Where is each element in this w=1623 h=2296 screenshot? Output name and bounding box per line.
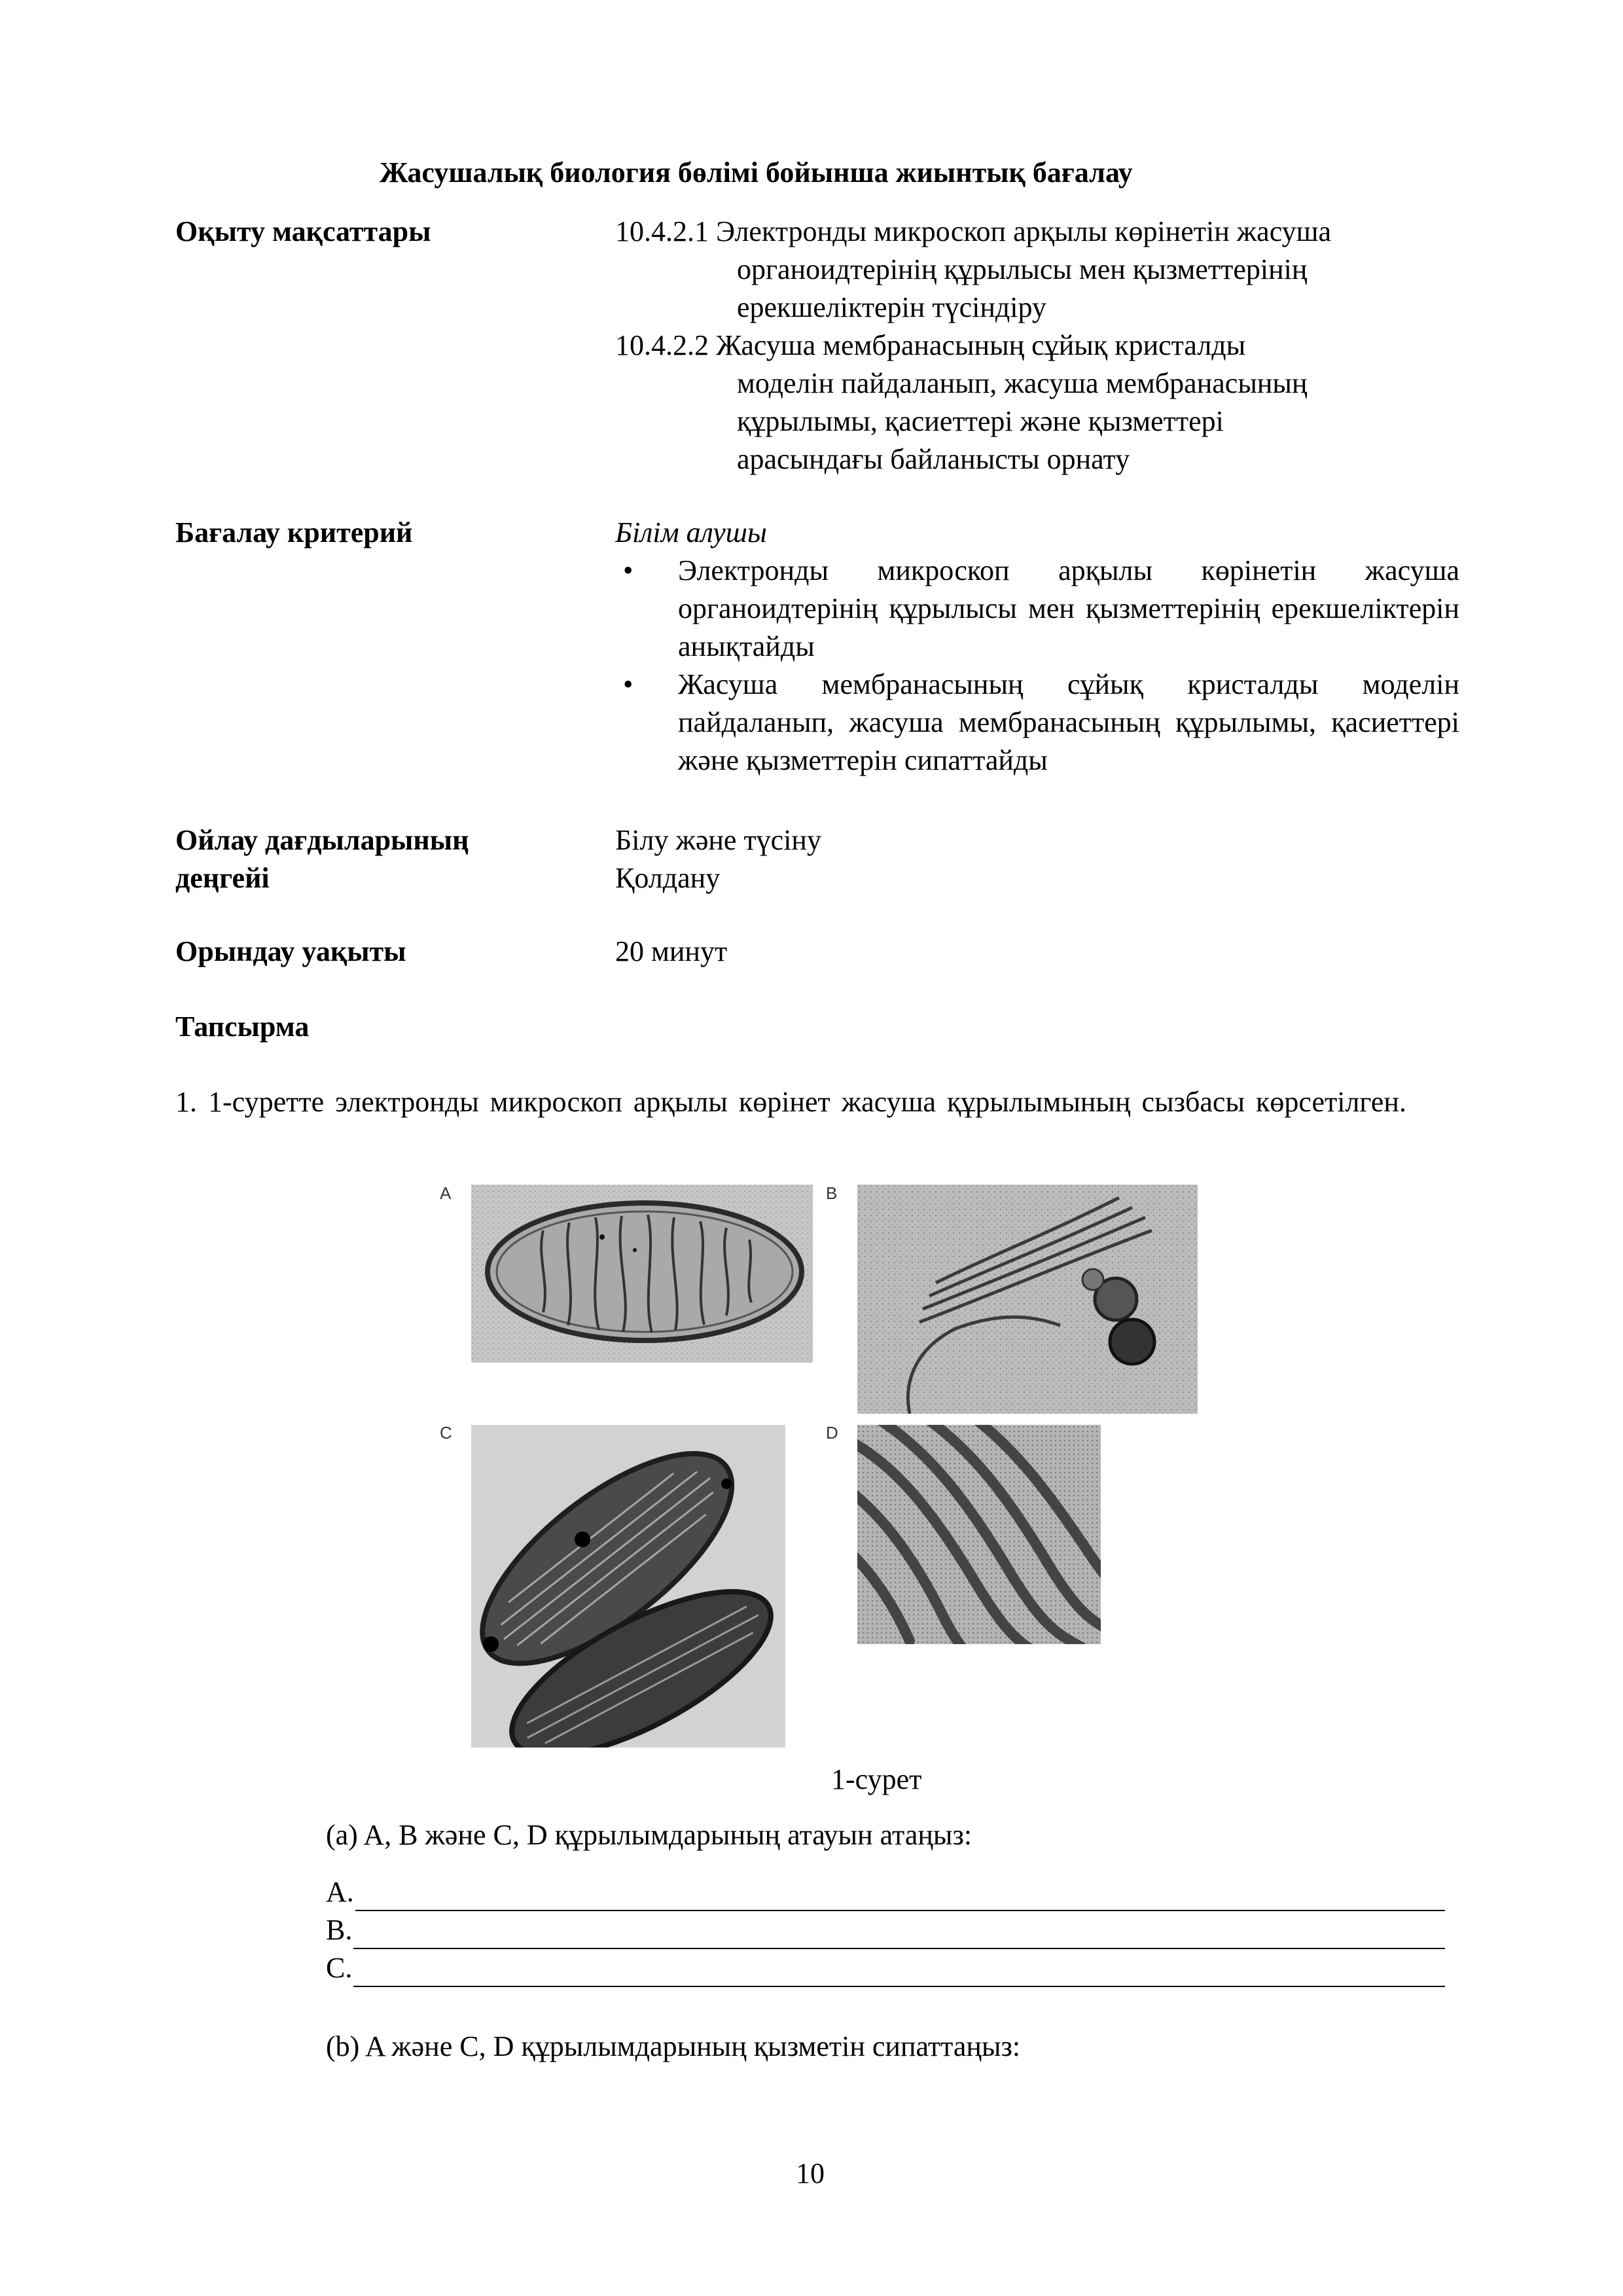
- answer-blank[interactable]: [355, 1880, 1445, 1911]
- panel-label-d: D: [826, 1423, 838, 1443]
- answer-label: C.: [326, 1952, 353, 1984]
- objective-line: арасындағы байланысты орнату: [737, 443, 1130, 475]
- page-number: 10: [796, 2157, 825, 2189]
- bullet-icon: •: [623, 668, 633, 700]
- criteria-intro: Білім алушы: [615, 516, 767, 548]
- micrograph-a: [471, 1185, 813, 1363]
- figure-caption: 1-сурет: [831, 1763, 922, 1795]
- objective-line: органоидтерінің құрылысы мен қызметтерінің: [737, 253, 1308, 285]
- answer-blank[interactable]: [353, 1956, 1445, 1987]
- panel-label-c: C: [440, 1423, 452, 1443]
- criteria-bullets: [615, 552, 1459, 780]
- answer-label: B.: [326, 1914, 353, 1946]
- question-1: 1. 1-суретте электронды микроскоп арқылы көрінет жасуша құрылымының сызбасы көрсетілген.: [175, 1086, 1406, 1118]
- duration-label: Орындау уақыты: [175, 935, 406, 967]
- duration-value: 20 минут: [615, 935, 728, 967]
- micrograph-d: [857, 1425, 1101, 1644]
- objective-item: [615, 213, 1466, 327]
- objectives-label: Оқыту мақсаттары: [175, 215, 431, 247]
- objective-item: [615, 327, 1466, 478]
- task-heading: Тапсырма: [175, 1011, 310, 1043]
- objective-line: құрылымы, қасиеттері және қызметтері: [737, 405, 1224, 437]
- answer-line-a[interactable]: [326, 1873, 1445, 1911]
- answer-blank[interactable]: [353, 1918, 1445, 1949]
- thinking-label-line1: Ойлау дағдыларының: [175, 824, 469, 856]
- page-title: Жасушалық биология бөлімі бойынша жиынтық бағалау: [380, 156, 1133, 188]
- objective-code: 10.4.2.2: [615, 329, 709, 361]
- criteria-label: Бағалау критерий: [175, 516, 413, 548]
- objective-line: ерекшеліктерін түсіндіру: [737, 291, 1046, 323]
- thinking-level: Қолдану: [615, 862, 721, 894]
- part-a-prompt: (a) A, B және C, D құрылымдарының атауын атаңыз:: [326, 1819, 972, 1851]
- micrograph-b: [857, 1185, 1198, 1414]
- part-b-prompt: (b) A және C, D құрылымдарының қызметін сипаттаңыз:: [326, 2030, 1021, 2062]
- figure-1: [425, 1172, 1211, 1761]
- answer-line-b[interactable]: [326, 1911, 1445, 1949]
- micrograph-c: [471, 1425, 785, 1748]
- thinking-label-line2: деңгейі: [175, 862, 270, 894]
- objectives-list: [615, 213, 1466, 478]
- answer-lines: [326, 1873, 1445, 1987]
- objective-line: Электронды микроскоп арқылы көрінетін жасуша: [716, 215, 1332, 247]
- objective-line: Жасуша мембранасының сұйық кристалды: [716, 329, 1246, 361]
- criteria-bullet: • Жасуша мембранасының сұйық кристалды моделін пайдаланып, жасуша мембранасының құрылымы, қасиеттері және қызметтерін сипаттайды: [615, 666, 1459, 780]
- objective-line: моделін пайдаланып, жасуша мембранасының: [737, 367, 1308, 399]
- thinking-level: Білу және түсіну: [615, 824, 821, 856]
- objective-code: 10.4.2.1: [615, 215, 709, 247]
- panel-label-a: A: [440, 1183, 452, 1203]
- bullet-icon: •: [623, 554, 633, 586]
- panel-label-b: B: [826, 1183, 838, 1203]
- answer-line-c[interactable]: [326, 1949, 1445, 1987]
- answer-label: A.: [326, 1876, 354, 1908]
- criteria-bullet: • Электронды микроскоп арқылы көрінетін жасуша органоидтерінің құрылысы мен қызметтерінің ерекшеліктерін анықтайды: [615, 552, 1459, 666]
